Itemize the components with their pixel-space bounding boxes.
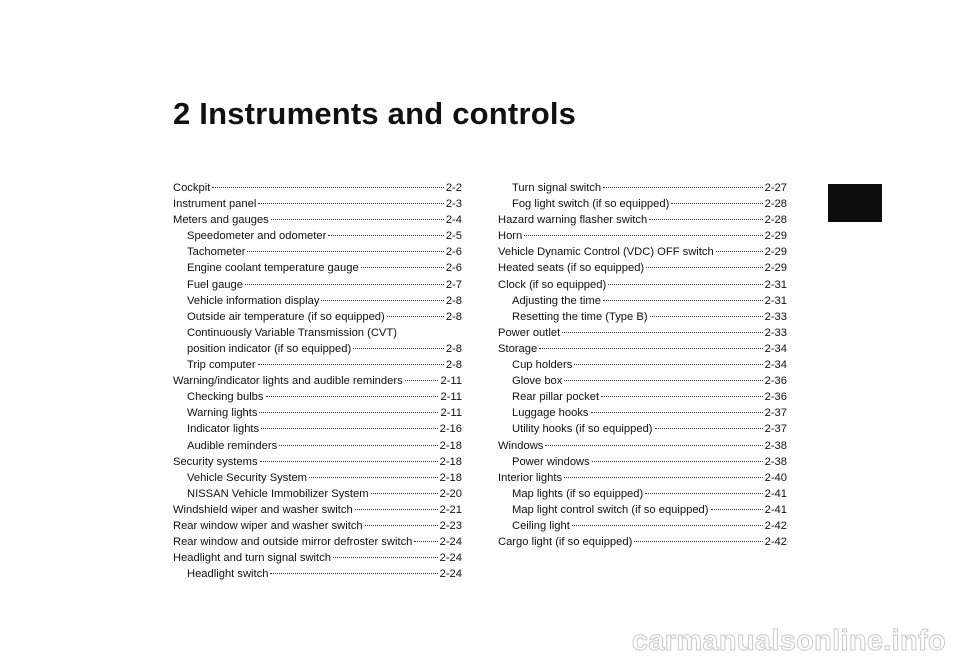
toc-subentry[interactable] — [498, 486, 787, 502]
toc-leader-dots — [716, 251, 763, 252]
toc-leader-dots — [414, 541, 437, 542]
toc-leader-dots — [355, 509, 438, 510]
toc-leader-dots — [646, 267, 762, 268]
toc-leader-dots — [259, 412, 438, 413]
toc-entry-page: 2-29 — [764, 246, 787, 259]
toc-entry-label: Utility hooks (if so equipped) — [512, 423, 653, 436]
toc-leader-dots — [524, 235, 762, 236]
toc-entry[interactable] — [498, 277, 787, 293]
toc-entry-label: Cockpit — [173, 182, 211, 194]
toc-entry-page: 2-36 — [764, 391, 787, 404]
toc-leader-dots — [328, 235, 444, 236]
toc-right-column — [498, 180, 787, 550]
toc-entry-label: Map lights (if so equipped) — [512, 487, 644, 500]
toc-entry-label: Engine coolant temperature gauge — [187, 262, 359, 275]
toc-leader-dots — [309, 477, 438, 478]
toc-leader-dots — [572, 525, 763, 526]
toc-entry-page: 2-42 — [764, 519, 787, 532]
toc-leader-dots — [245, 284, 444, 285]
toc-subentry[interactable] — [498, 421, 787, 437]
toc-entry-label: Rear window and outside mirror defroster switch — [173, 536, 413, 549]
toc-entry-page: 2-38 — [764, 455, 787, 468]
toc-leader-dots — [333, 557, 438, 558]
toc-entry[interactable] — [498, 244, 787, 260]
toc-entry-label: Fuel gauge — [187, 278, 243, 291]
toc-entry-label: Storage — [498, 342, 538, 355]
toc-leader-dots — [592, 461, 763, 462]
toc-entry[interactable] — [173, 180, 462, 196]
toc-entry-page: 2-11 — [440, 375, 462, 388]
toc-leader-dots — [266, 396, 439, 397]
toc-leader-dots — [649, 219, 762, 220]
toc-entry-page: 2-24 — [439, 536, 462, 549]
toc-entry-page: 2-18 — [439, 471, 462, 484]
toc-entry-label: Security systems — [173, 455, 258, 468]
toc-entry-page: 2-3 — [445, 198, 462, 211]
toc-leader-dots — [260, 461, 438, 462]
toc-entry-page: 2-28 — [764, 198, 787, 211]
toc-entry-page: 2-18 — [439, 455, 462, 468]
toc-entry-page: 2-6 — [445, 246, 462, 259]
toc-leader-dots — [361, 267, 444, 268]
toc-entry-page: 2-33 — [764, 326, 787, 339]
toc-entry-label: Windows — [498, 439, 544, 452]
toc-subentry[interactable] — [173, 341, 462, 357]
toc-entry-page: 2-2 — [445, 182, 462, 194]
toc-entry-label: Fog light switch (if so equipped) — [512, 198, 670, 211]
toc-entry[interactable] — [498, 212, 787, 228]
toc-entry[interactable] — [498, 470, 787, 486]
toc-entry[interactable] — [498, 325, 787, 341]
toc-entry-label: Hazard warning flasher switch — [498, 214, 648, 227]
toc-subentry[interactable] — [498, 454, 787, 470]
toc-entry-page: 2-38 — [764, 439, 787, 452]
toc-entry-page: 2-31 — [764, 294, 787, 307]
toc-subentry[interactable] — [498, 293, 787, 309]
toc-entry-label: Warning/indicator lights and audible reminders — [173, 375, 403, 388]
toc-entry-page: 2-16 — [439, 423, 462, 436]
toc-leader-dots — [545, 445, 762, 446]
toc-entry-page: 2-6 — [445, 262, 462, 275]
toc-subentry[interactable] — [498, 196, 787, 212]
toc-leader-dots — [258, 203, 443, 204]
toc-leader-dots — [564, 477, 763, 478]
toc-subentry[interactable] — [498, 373, 787, 389]
toc-entry-page: 2-40 — [764, 471, 787, 484]
toc-entry[interactable] — [173, 454, 462, 470]
toc-entry-page: 2-11 — [440, 407, 462, 420]
toc-entry-page: 2-18 — [439, 439, 462, 452]
toc-entry-label: Map light control switch (if so equipped) — [512, 503, 709, 516]
toc-entry-page: 2-7 — [445, 278, 462, 291]
toc-entry-label: Clock (if so equipped) — [498, 278, 607, 291]
toc-entry-page: 2-8 — [445, 310, 462, 323]
toc-leader-dots — [564, 380, 762, 381]
toc-leader-dots — [603, 300, 763, 301]
toc-leader-dots — [270, 573, 437, 574]
toc-leader-dots — [655, 428, 763, 429]
toc-entry[interactable] — [173, 373, 462, 389]
toc-entry[interactable] — [173, 518, 462, 534]
toc-subentry[interactable] — [173, 293, 462, 309]
toc-subentry[interactable] — [173, 405, 462, 421]
toc-entry-label: Outside air temperature (if so equipped) — [187, 310, 385, 323]
watermark: carmanualsonline.info — [631, 625, 946, 657]
toc-leader-dots — [601, 396, 763, 397]
toc-entry-label: Power windows — [512, 455, 590, 468]
toc-entry[interactable] — [173, 212, 462, 228]
toc-entry-page: 2-42 — [764, 536, 787, 549]
toc-entry-page: 2-37 — [764, 423, 787, 436]
toc-entry-page: 2-11 — [440, 391, 462, 404]
toc-entry-label: Glove box — [512, 375, 563, 388]
toc-entry-label: Indicator lights — [187, 423, 260, 436]
toc-entry-label: Horn — [498, 230, 523, 243]
toc-subentry[interactable] — [173, 438, 462, 454]
toc-subentry[interactable] — [173, 486, 462, 502]
toc-leader-dots — [271, 219, 444, 220]
toc-entry-label: Vehicle information display — [187, 294, 320, 307]
toc-leader-dots — [671, 203, 762, 204]
toc-subentry[interactable] — [498, 518, 787, 534]
toc-entry-page: 2-8 — [445, 294, 462, 307]
toc-subentry[interactable] — [173, 309, 462, 325]
toc-entry-label: Adjusting the time — [512, 294, 601, 307]
toc-entry-label: Rear pillar pocket — [512, 391, 600, 404]
toc-subentry[interactable] — [173, 244, 462, 260]
toc-entry-label: Trip computer — [187, 359, 256, 372]
toc-entry-label: Windshield wiper and washer switch — [173, 503, 353, 516]
toc-leader-dots — [353, 348, 444, 349]
toc-leader-dots — [562, 332, 762, 333]
toc-subentry[interactable] — [173, 277, 462, 293]
toc-subentry[interactable] — [173, 357, 462, 373]
toc-entry-page: 2-34 — [764, 359, 787, 372]
toc-entry-label: Interior lights — [498, 471, 563, 484]
toc-entry[interactable] — [173, 534, 462, 550]
toc-leader-dots — [321, 300, 443, 301]
toc-entry-label: Resetting the time (Type B) — [512, 310, 648, 323]
toc-entry-page: 2-29 — [764, 230, 787, 243]
toc-entry-page: 2-29 — [764, 262, 787, 275]
toc-entry[interactable] — [498, 228, 787, 244]
toc-entry-page: 2-23 — [439, 519, 462, 532]
toc-subentry[interactable] — [173, 260, 462, 276]
toc-leader-dots — [365, 525, 438, 526]
toc-subentry[interactable] — [173, 389, 462, 405]
toc-subentry[interactable] — [498, 309, 787, 325]
chapter-tab-marker — [828, 184, 882, 222]
toc-entry[interactable] — [173, 550, 462, 566]
toc-leader-dots — [574, 364, 762, 365]
toc-leader-dots — [603, 187, 762, 188]
toc-leader-dots — [591, 412, 763, 413]
toc-entry-page: 2-41 — [764, 503, 787, 516]
toc-entry-label: Meters and gauges — [173, 214, 269, 227]
toc-subentry[interactable] — [173, 228, 462, 244]
toc-entry-label: Speedometer and odometer — [187, 230, 327, 243]
toc-leader-dots — [247, 251, 443, 252]
toc-leader-dots — [711, 509, 763, 510]
toc-entry-label: NISSAN Vehicle Immobilizer System — [187, 487, 369, 500]
toc-leader-dots — [608, 284, 762, 285]
toc-entry-label: Power outlet — [498, 326, 561, 339]
chapter-title: 2 Instruments and controls — [173, 96, 577, 131]
toc-entry-label: Rear window wiper and washer switch — [173, 519, 363, 532]
toc-entry-page: 2-5 — [445, 230, 462, 243]
toc-entry-page: 2-8 — [445, 342, 462, 355]
toc-subentry[interactable] — [173, 566, 462, 582]
toc-entry-label: Vehicle Dynamic Control (VDC) OFF switch — [498, 246, 714, 259]
toc-entry-label: position indicator (if so equipped) — [187, 342, 352, 355]
toc-entry[interactable] — [173, 502, 462, 518]
toc-entry-page: 2-8 — [445, 359, 462, 372]
toc-entry-label: Audible reminders — [187, 439, 278, 452]
toc-entry[interactable] — [173, 196, 462, 212]
toc-subentry[interactable] — [173, 470, 462, 486]
toc-entry-wrap-line: Continuously Variable Transmission (CVT) — [187, 326, 397, 339]
toc-leader-dots — [405, 380, 439, 381]
toc-leader-dots — [212, 187, 444, 188]
toc-entry[interactable] — [498, 438, 787, 454]
toc-entry-label: Warning lights — [187, 407, 258, 420]
toc-entry-page: 2-27 — [764, 182, 787, 194]
toc-entry-label: Vehicle Security System — [187, 471, 308, 484]
toc-leader-dots — [539, 348, 762, 349]
toc-leader-dots — [258, 364, 444, 365]
toc-entry-page: 2-41 — [764, 487, 787, 500]
toc-entry[interactable] — [498, 341, 787, 357]
toc-entry-page: 2-28 — [764, 214, 787, 227]
toc-leader-dots — [261, 428, 437, 429]
toc-leader-dots — [650, 316, 763, 317]
toc-entry-label: Cup holders — [512, 359, 573, 372]
toc-entry-page: 2-4 — [445, 214, 462, 227]
toc-entry-page: 2-21 — [439, 503, 462, 516]
toc-leader-dots — [371, 493, 438, 494]
toc-subentry[interactable] — [173, 421, 462, 437]
toc-entry-label: Cargo light (if so equipped) — [498, 536, 633, 549]
toc-entry-page: 2-36 — [764, 375, 787, 388]
toc-entry-label: Luggage hooks — [512, 407, 589, 420]
toc-entry-page: 2-31 — [764, 278, 787, 291]
toc-leader-dots — [279, 445, 437, 446]
toc-subentry[interactable] — [498, 502, 787, 518]
toc-leader-dots — [634, 541, 762, 542]
toc-leader-dots — [645, 493, 762, 494]
toc-entry-label: Instrument panel — [173, 198, 257, 211]
toc-entry[interactable] — [498, 534, 787, 550]
toc-entry-label: Headlight switch — [187, 568, 269, 581]
toc-leader-dots — [387, 316, 444, 317]
toc-entry[interactable] — [498, 260, 787, 276]
toc-entry-label: Headlight and turn signal switch — [173, 552, 331, 565]
toc-entry-label: Checking bulbs — [187, 391, 264, 404]
toc-subentry[interactable] — [498, 389, 787, 405]
toc-subentry[interactable] — [498, 357, 787, 373]
toc-entry-page: 2-37 — [764, 407, 787, 420]
toc-subentry[interactable] — [498, 405, 787, 421]
toc-subentry[interactable] — [498, 180, 787, 196]
toc-left-column — [173, 180, 462, 582]
toc-entry-page: 2-34 — [764, 342, 787, 355]
toc-entry-label: Heated seats (if so equipped) — [498, 262, 645, 275]
toc-entry-label: Tachometer — [187, 246, 246, 259]
toc-entry-page: 2-20 — [439, 487, 462, 500]
toc-entry-page: 2-24 — [439, 568, 462, 581]
toc-entry-label: Turn signal switch — [512, 182, 602, 194]
toc-entry-label: Ceiling light — [512, 519, 570, 532]
toc-entry-page: 2-33 — [764, 310, 787, 323]
toc-entry-page: 2-24 — [439, 552, 462, 565]
